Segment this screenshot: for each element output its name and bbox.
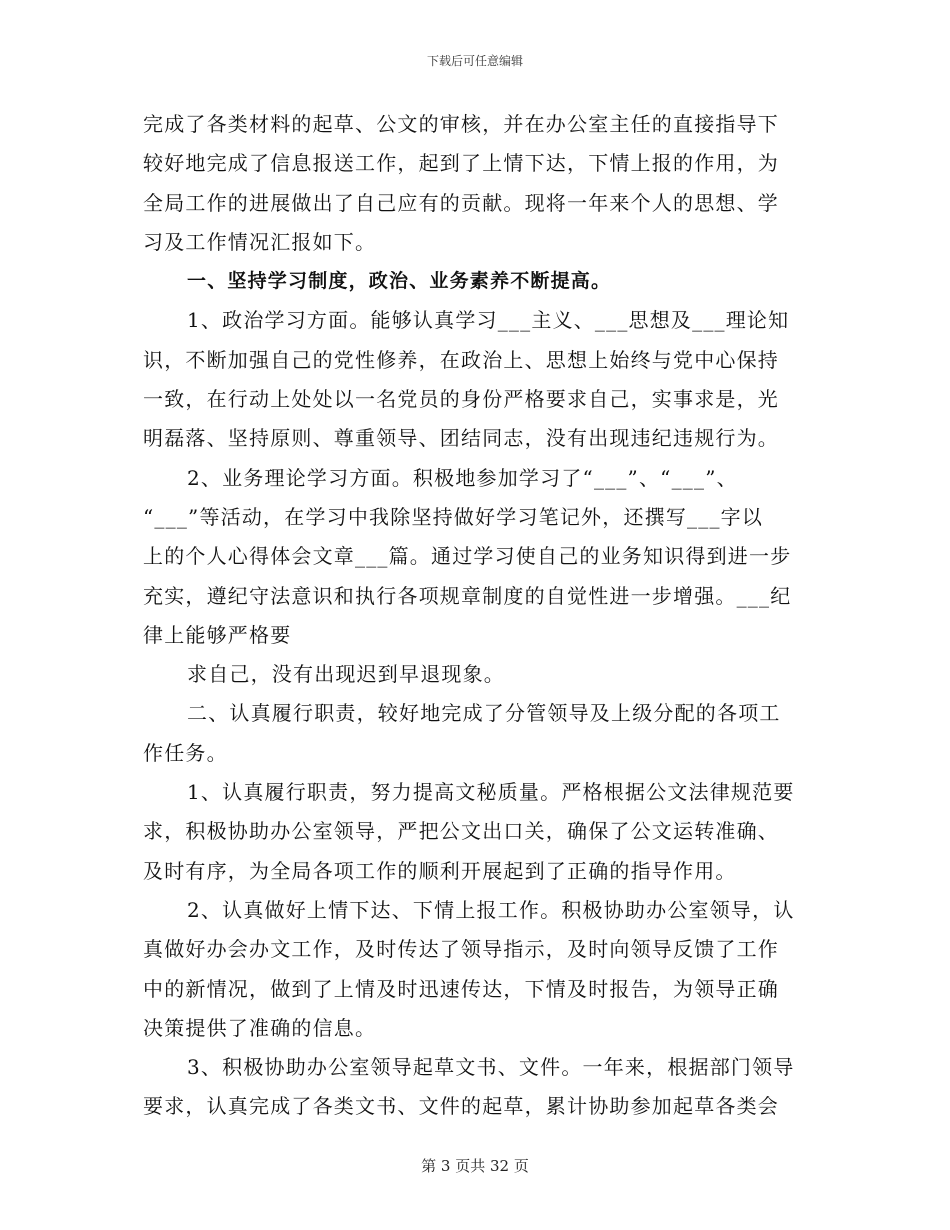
body-line: 真做好办会办文工作，及时传达了领导指示，及时向领导反馈了工作 [143,937,779,962]
body-line: 求，积极协助办公室领导，严把公文出口关，确保了公文运转准确、 [143,819,779,844]
page-header: 下载后可任意编辑 [426,54,523,68]
body-line: 全局工作的进展做出了自己应有的贡献。现将一年来个人的思想、学 [143,190,779,215]
body-line: 一致，在行动上处处以一名党员的身份严格要求自己，实事求是，光 [143,387,779,412]
body-line: 明磊落、坚持原则、尊重领导、团结同志，没有出现违纪违规行为。 [143,426,779,451]
body-line: 要求，认真完成了各类文书、文件的起草，累计协助参加起草各类会 [143,1094,779,1119]
page-footer: 第 3 页共 32 页 [421,1157,529,1175]
body-line: 律上能够严格要 [143,622,292,647]
section-heading: 一、坚持学习制度，政治、业务素养不断提高。 [187,270,612,293]
paragraph-start: 2、业务理论学习方面。积极地参加学习了“___”、“___”、 [187,465,738,490]
paragraph-start: 1、认真履行职责，努力提高文秘质量。严格根据公文法律规范要 [187,780,795,805]
body-line: 上的个人心得体会文章___篇。通过学习使自己的业务知识得到进一步 [143,544,792,569]
paragraph-start: 2、认真做好上情下达、下情上报工作。积极协助办公室领导，认 [187,897,795,922]
section-heading: 二、认真履行职责，较好地完成了分管领导及上级分配的各项工 [187,701,781,726]
body-line: 及时有序，为全局各项工作的顺利开展起到了正确的指导作用。 [143,858,737,883]
body-line: 决策提供了准确的信息。 [143,1015,377,1040]
paragraph-start: 1、政治学习方面。能够认真学习___主义、___思想及___理论知 [187,308,790,333]
paragraph-start: 求自己，没有出现迟到早退现象。 [187,662,505,687]
body-line: 习及工作情况汇报如下。 [143,229,377,254]
body-line: 较好地完成了信息报送工作，起到了上情下达，下情上报的作用，为 [143,151,779,176]
body-line: 完成了各类材料的起草、公文的审核，并在办公室主任的直接指导下 [143,112,779,136]
paragraph-start: 3、积极协助办公室领导起草文书、文件。一年来，根据部门领导 [187,1055,795,1080]
body-line: 中的新情况，做到了上情及时迅速传达，下情及时报告，为领导正确 [143,976,779,1001]
body-line: 识，不断加强自己的党性修养，在政治上、思想上始终与党中心保持 [143,347,779,372]
body-line: 作任务。 [143,740,228,765]
document-body [143,105,813,1127]
body-line: “___”等活动，在学习中我除坚持做好学习笔记外，还撰写___字以 [143,504,764,529]
body-line: 充实，遵纪守法意识和执行各项规章制度的自觉性进一步增强。___纪 [143,583,792,608]
